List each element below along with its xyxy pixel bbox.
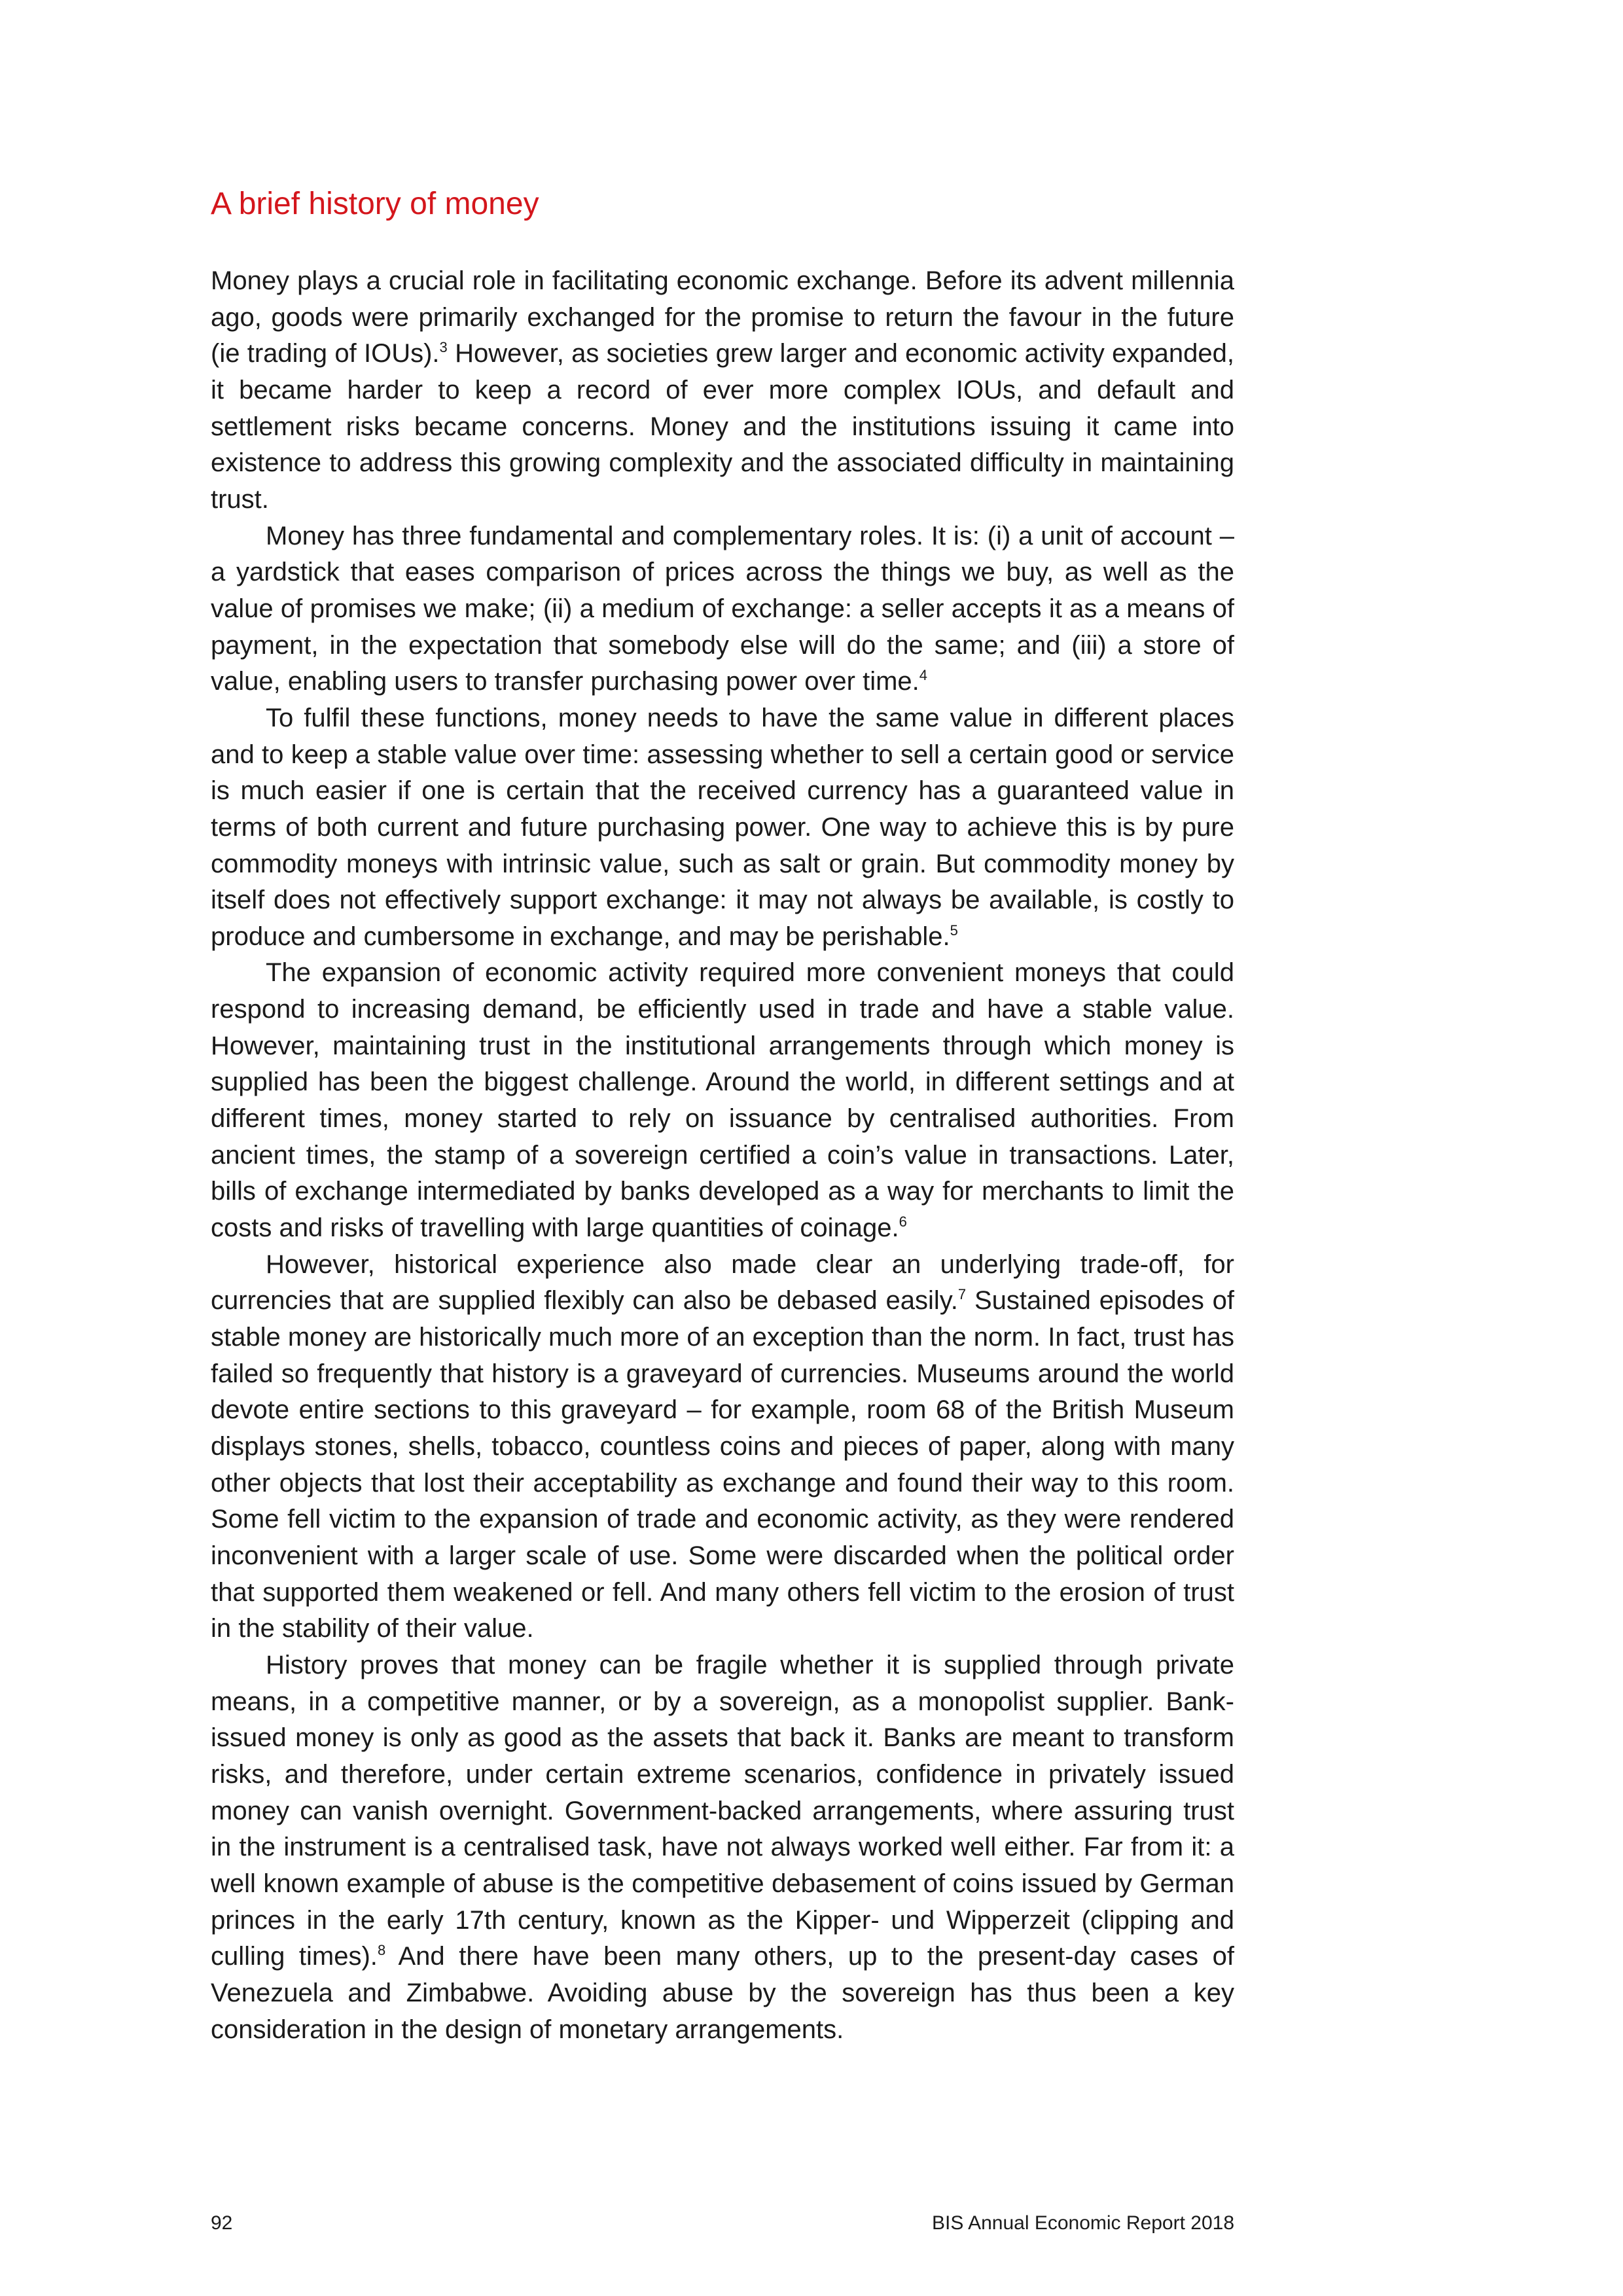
paragraph-text: However, historical experience also made clear an underlying trade-off, for currencies that are supplied flexibly can also be debased easily.: [211, 1249, 1234, 1316]
section-heading: A brief history of money: [211, 187, 539, 221]
report-title: BIS Annual Economic Report 2018: [932, 2212, 1234, 2234]
paragraph-text: History proves that money can be fragile whether it is supplied through private means, in a competitive manner, or by a sovereign, as a monopolist supplier. Bank-issued money is only as good as the assets that back it. Banks are meant to transform risks, and therefore, under certain extreme scenarios, confidence in privately issued money can vanish overnight. Government-backed arrangements, where assuring trust in the instrument is a centralised task, have not always worked well either. Far from it: a well known example of abuse is the competitive debasement of coins issued by German princes in the early 17th century, known as the Kipper- und Wipperzeit (clipping and culling times).: [211, 1650, 1234, 1971]
body-text: [211, 263, 1234, 2048]
paragraph: [211, 1247, 1234, 1647]
paragraph: [211, 700, 1234, 956]
footnote-ref[interactable]: 3: [439, 339, 448, 356]
footnote-ref[interactable]: 7: [957, 1286, 967, 1303]
page-footer: [211, 2212, 1234, 2238]
paragraph: [211, 1647, 1234, 2048]
paragraph: [211, 518, 1234, 700]
paragraph: [211, 263, 1234, 518]
paragraph-text: Money plays a crucial role in facilitating economic exchange. Before its advent millennia ago, goods were primarily exchanged for the promise to return the favour in the future (ie trading of IOUs).: [211, 266, 1234, 368]
paragraph-text: To fulfil these functions, money needs to have the same value in different places and to keep a stable value over time: assessing whether to sell a certain good or service is much easier if one is certain that the received currency has a guaranteed value in terms of both current and future purchasing power. One way to achieve this is by pure commodity moneys with intrinsic value, such as salt or grain. But commodity money by itself does not effectively support exchange: it may not always be available, is costly to produce and cumbersome in exchange, and may be perishable.: [211, 703, 1234, 951]
paragraph: [211, 955, 1234, 1246]
paragraph-text: Money has three fundamental and complementary roles. It is: (i) a unit of account – a yardstick that eases comparison of prices across the things we buy, as well as the value of promises we make; (ii) a medium of exchange: a seller accepts it as a means of payment, in the expectation that somebody else will do the same; and (iii) a store of value, enabling users to transfer purchasing power over time.: [211, 521, 1234, 696]
footnote-ref[interactable]: 6: [899, 1213, 907, 1230]
paragraph-text: However, as societies grew larger and economic activity expanded, it became harder to keep a record of ever more complex IOUs, and default and settlement risks became concerns. Money and the institutions issuing it came into existence to address this growing complexity and the associated difficulty in maintaining trust.: [211, 339, 1234, 514]
paragraph-text: The expansion of economic activity required more convenient moneys that could respond to increasing demand, be efficiently used in trade and have a stable value. However, maintaining trust in the institutional arrangements through which money is supplied has been the biggest challenge. Around the world, in different settings and at different times, money started to rely on issuance by centralised authorities. From ancient times, the stamp of a sovereign certified a coin’s value in transactions. Later, bills of exchange intermediated by banks developed as a way for merchants to limit the costs and risks of travelling with large quantities of coinage.: [211, 958, 1234, 1243]
paragraph-text: And there have been many others, up to the present-day cases of Venezuela and Zimbabwe. Avoiding abuse by the sovereign has thus been a key consideration in the design of monetary arrangements.: [211, 1942, 1235, 2044]
paragraph-text: Sustained episodes of stable money are historically much more of an exception than the norm. In fact, trust has failed so frequently that history is a graveyard of currencies. Museums around the world devote entire sections to this graveyard – for example, room 68 of the British Museum displays stones, shells, tobacco, countless coins and pieces of paper, along with many other objects that lost their acceptability as exchange and found their way to this room. Some fell victim to the expansion of trade and economic activity, as they were rendered inconvenient with a larger scale of use. Some were discarded when the political order that supported them weakened or fell. And many others fell victim to the erosion of trust in the stability of their value.: [211, 1286, 1234, 1643]
footnote-ref[interactable]: 5: [950, 922, 958, 939]
footnote-ref[interactable]: 4: [919, 667, 928, 684]
footnote-ref[interactable]: 8: [377, 1942, 386, 1959]
page-number: 92: [211, 2212, 233, 2234]
